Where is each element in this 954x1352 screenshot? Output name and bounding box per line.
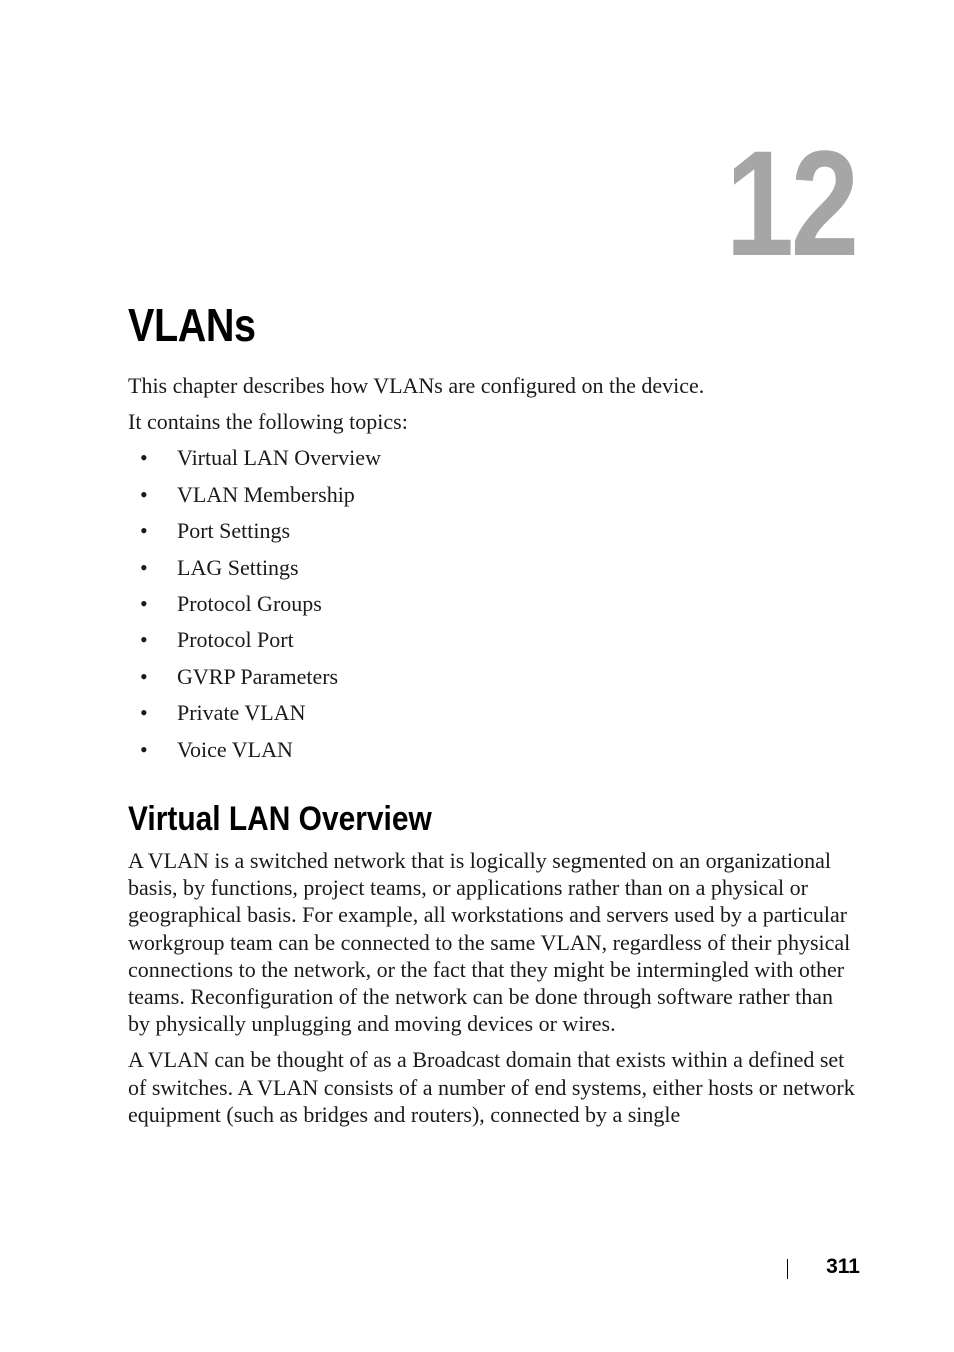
bullet-icon: • bbox=[140, 663, 148, 689]
bullet-icon: • bbox=[140, 700, 148, 726]
topic-label: GVRP Parameters bbox=[177, 663, 339, 689]
list-item bbox=[128, 517, 858, 553]
list-item bbox=[128, 481, 858, 517]
topic-label: Protocol Port bbox=[177, 627, 294, 653]
topic-label: LAG Settings bbox=[177, 554, 299, 580]
body-paragraph: A VLAN can be thought of as a Broadcast domain that exists within a defined set of switches. A VLAN consists of a number of end systems, either hosts or network equipment (such as bridges and routers), connected by a single bbox=[128, 1047, 855, 1127]
list-item bbox=[128, 590, 858, 626]
list-item bbox=[128, 663, 858, 699]
topics-lead-in: It contains the following topics: bbox=[128, 409, 408, 435]
chapter-number: 12 bbox=[725, 119, 856, 287]
topic-label: Private VLAN bbox=[177, 700, 306, 726]
section-title: Virtual LAN Overview bbox=[128, 799, 432, 838]
topic-label: Port Settings bbox=[177, 518, 291, 544]
page-footer bbox=[787, 1255, 860, 1279]
topic-label: Voice VLAN bbox=[177, 736, 293, 762]
topics-list bbox=[128, 444, 858, 772]
list-item bbox=[128, 699, 858, 735]
list-item bbox=[128, 444, 858, 480]
bullet-icon: • bbox=[140, 554, 148, 580]
topic-label: Protocol Groups bbox=[177, 590, 322, 616]
list-item bbox=[128, 626, 858, 662]
list-item bbox=[128, 736, 858, 772]
bullet-icon: • bbox=[140, 627, 148, 653]
bullet-icon: • bbox=[140, 590, 148, 616]
chapter-title: VLANs bbox=[128, 299, 256, 351]
topic-label: Virtual LAN Overview bbox=[177, 445, 381, 471]
intro-text: This chapter describes how VLANs are configured on the device. bbox=[128, 373, 705, 398]
bullet-icon: • bbox=[140, 481, 148, 507]
page-number: 311 bbox=[826, 1255, 860, 1278]
list-item bbox=[128, 554, 858, 590]
bullet-icon: • bbox=[140, 736, 148, 762]
topic-label: VLAN Membership bbox=[177, 481, 355, 507]
footer-divider bbox=[787, 1259, 788, 1279]
bullet-icon: • bbox=[140, 518, 148, 544]
page-content bbox=[128, 372, 858, 1137]
body-paragraph: A VLAN is a switched network that is logically segmented on an organizational basis, by functions, project teams, or applications rather than on a physical or geographical basis. For example, all workstations and servers used by a particular workgroup team can be connected to the same VLAN, regardless of their physical connections to the network, or the fact that they might be intermingled with other teams. Reconfiguration of the network can be done through software rather than by physically unplugging and moving devices or wires. bbox=[128, 848, 851, 1037]
bullet-icon: • bbox=[140, 445, 148, 471]
